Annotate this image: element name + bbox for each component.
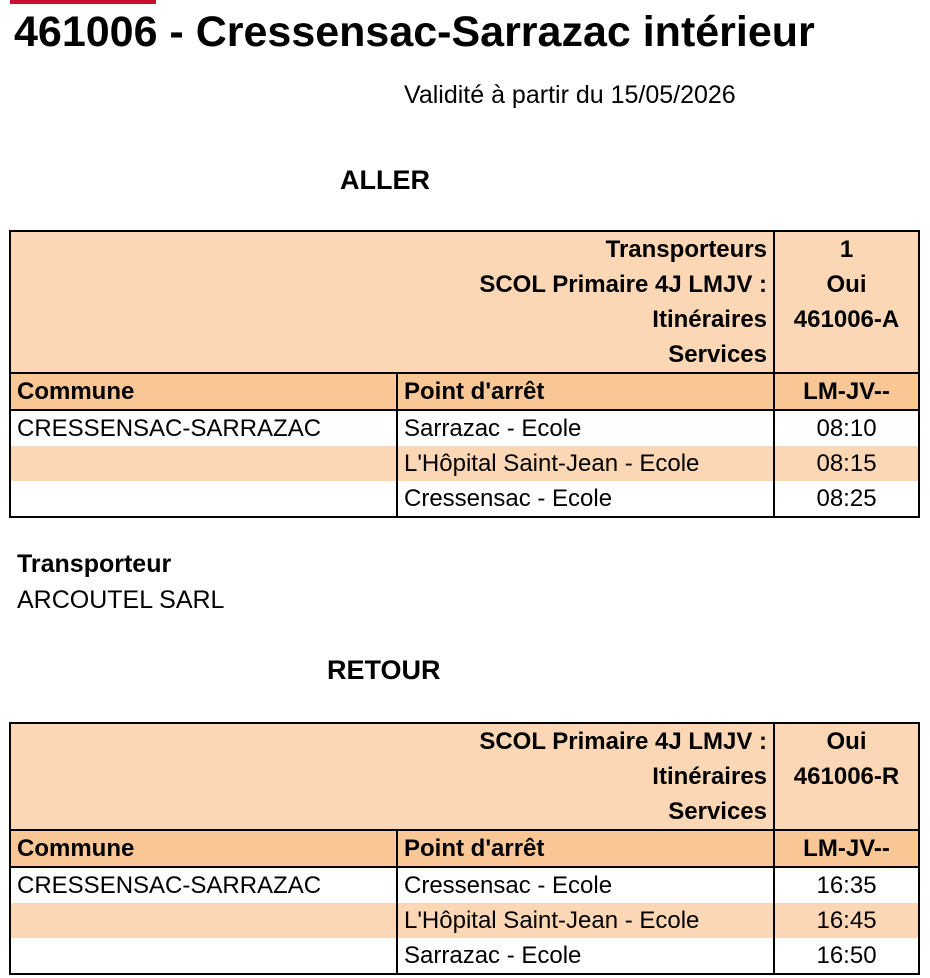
header-value [774,794,919,830]
commune-cell [10,903,397,938]
time-cell: 16:50 [774,938,919,974]
column-header-row [10,830,919,867]
table-row [10,481,919,517]
commune-cell [10,938,397,974]
header-value: Oui [774,723,919,759]
column-header-stop: Point d'arrêt [397,373,774,410]
time-cell: 08:15 [774,446,919,481]
table-row [10,938,919,974]
header-row [10,302,919,337]
aller-schedule-table [9,230,920,518]
header-row [10,794,919,830]
header-value: 461006-R [774,759,919,794]
header-row [10,267,919,302]
column-header-stop: Point d'arrêt [397,830,774,867]
commune-cell [10,446,397,481]
table-row [10,867,919,903]
header-row [10,231,919,267]
table-row [10,410,919,446]
header-value: Oui [774,267,919,302]
stop-cell: Sarrazac - Ecole [397,410,774,446]
header-label: Transporteurs [10,231,774,267]
header-label: SCOL Primaire 4J LMJV : [10,723,774,759]
time-cell: 08:10 [774,410,919,446]
brand-mark [10,0,156,4]
header-value: 461006-A [774,302,919,337]
header-value [774,337,919,373]
stop-cell: L'Hôpital Saint-Jean - Ecole [397,446,774,481]
retour-schedule-table [9,722,920,975]
page-title: 461006 - Cressensac-Sarrazac intérieur [14,8,815,56]
stop-cell: Cressensac - Ecole [397,481,774,517]
header-label: SCOL Primaire 4J LMJV : [479,271,768,298]
stop-cell: L'Hôpital Saint-Jean - Ecole [397,903,774,938]
table-row [10,903,919,938]
header-row [10,759,919,794]
transporteur-label: Transporteur [17,550,172,578]
stop-cell: Cressensac - Ecole [397,867,774,903]
column-header-days: LM-JV-- [774,373,919,410]
column-header-days: LM-JV-- [774,830,919,867]
header-value: 1 [774,231,919,267]
header-label: Services [668,798,768,825]
transporteur-name: ARCOUTEL SARL [17,586,225,614]
header-label: Itinéraires [652,306,768,333]
commune-cell: CRESSENSAC-SARRAZAC [10,867,397,903]
stop-cell: Sarrazac - Ecole [397,938,774,974]
header-row [10,723,919,759]
time-cell: 16:35 [774,867,919,903]
commune-cell [10,481,397,517]
column-header-commune: Commune [10,373,397,410]
commune-cell: CRESSENSAC-SARRAZAC [10,410,397,446]
header-label: Itinéraires [652,763,768,790]
time-cell: 16:45 [774,903,919,938]
column-header-row [10,373,919,410]
header-row [10,337,919,373]
header-label: Services [668,341,768,368]
table-row [10,446,919,481]
column-header-commune: Commune [10,830,397,867]
section-title-retour: RETOUR [327,655,441,685]
section-title-aller: ALLER [340,165,430,195]
time-cell: 08:25 [774,481,919,517]
validity-date: Validité à partir du 15/05/2026 [404,81,736,109]
